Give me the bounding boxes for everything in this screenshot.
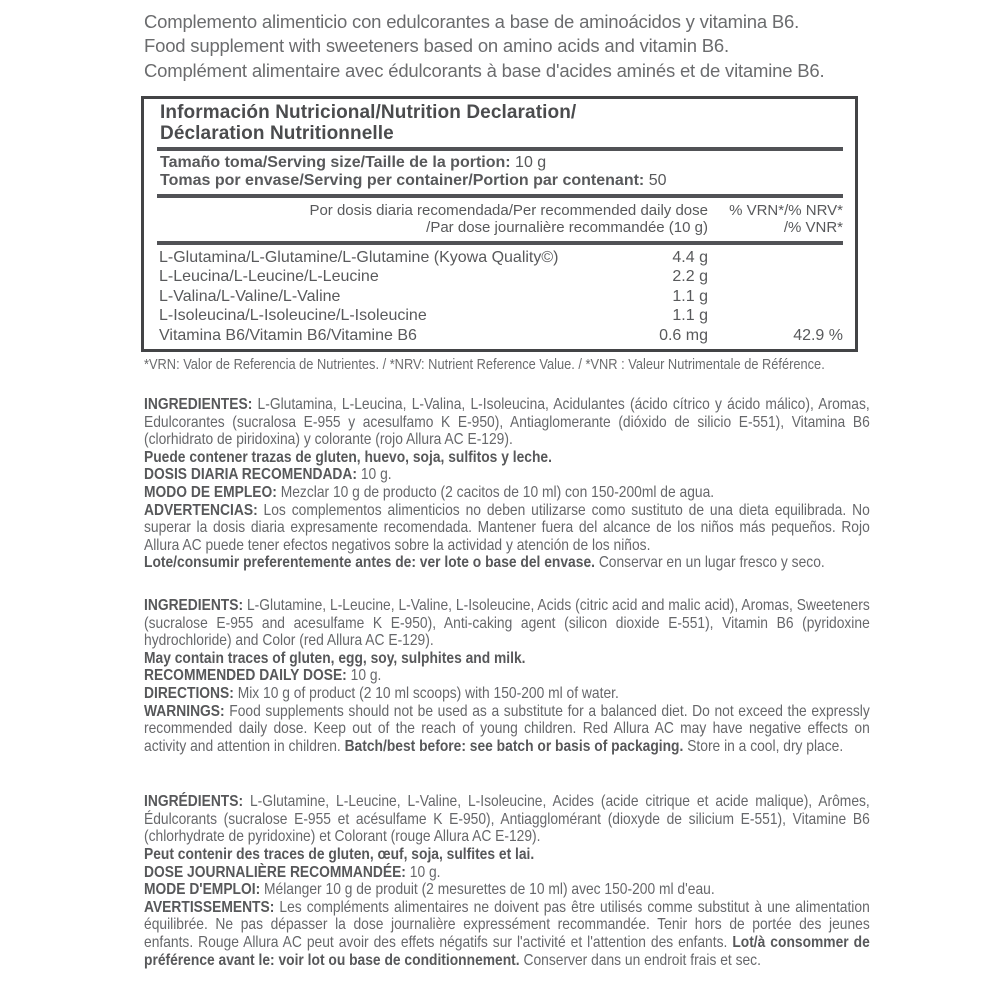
- column-header-daily-dose: Por dosis diaria recomendada/Per recommended daily dose /Par dose journalière recommandée (10 g): [309, 202, 708, 236]
- ingredients-paragraph: INGREDIENTS: L-Glutamine, L-Leucine, L-Valine, L-Isoleucine, Acids (citric acid and malic acid), Aromas, Sweeteners (sucralose E-955 and acesulfame K E-950), Anti-caking agent (silicon dioxide E-551), Vitamin B6 (pyridoxine hydrochloride) and Color (red Allura AC E-129).: [144, 596, 870, 650]
- nutrition-table-title-line2: Déclaration Nutritionnelle: [160, 122, 394, 144]
- warnings-label: AVERTISSEMENTS:: [144, 898, 275, 916]
- serving-size-label: Tamaño toma/Serving size/Taille de la portion:: [160, 154, 511, 171]
- servings-per-container-label: Tomas por envase/Serving per container/Portion par contenant:: [160, 172, 645, 189]
- recommended-dose-statement: DOSIS DIARIA RECOMENDADA: 10 g.: [144, 466, 392, 484]
- nutrient-nrv: [708, 287, 843, 306]
- nutrition-table-title: [157, 102, 843, 147]
- ingredients-label: INGRÉDIENTS:: [144, 793, 244, 811]
- directions-statement: DIRECTIONS: Mix 10 g of product (2 10 ml scoops) with 150-200 ml of water.: [144, 684, 619, 702]
- warnings-statement: ADVERTENCIAS: Los complementos alimenticios no deben utilizarse como sustituto de una dieta equilibrada. No superar la dosis diaria expresamente recomendada. Mantener fuera del alcance de los niños más pequeños. Rojo Allura AC puede tener efectos negativos sobre la actividad y atención de los niños.: [144, 501, 870, 554]
- directions-statement: MODO DE EMPLEO: Mezclar 10 g de producto (2 cacitos de 10 ml) con 150-200ml de agua.: [144, 483, 715, 501]
- ingredients-section-es: [144, 396, 870, 572]
- recommended-dose-statement: RECOMMENDED DAILY DOSE: 10 g.: [144, 667, 382, 685]
- directions-label: DIRECTIONS:: [144, 684, 234, 702]
- nutrient-amount: 1.1 g: [672, 307, 708, 325]
- dose-label: DOSIS DIARIA RECOMENDADA:: [144, 466, 358, 484]
- ingredients-label: INGREDIENTS:: [144, 596, 244, 614]
- directions-statement: MODE D'EMPLOI: Mélanger 10 g de produit (2 mesurettes de 10 ml) avec 150-200 ml d'eau.: [144, 881, 715, 899]
- servings-per-container-line: [160, 172, 841, 190]
- nutrient-name: Vitamina B6/Vitamin B6/Vitamine B6: [159, 326, 417, 344]
- nutrient-row-valine: [157, 287, 843, 306]
- warnings-statement: WARNINGS: Food supplements should not be used as a substitute for a balanced diet. Do not exceed the expressly recommended daily dose. Keep out of the reach of young children. Red Allura AC may have negative effects on activity and attention in children. Batch/best before: see batch or basis of packaging. Store in a cool, dry place.: [144, 702, 870, 755]
- nutrient-nrv: [708, 248, 843, 267]
- servings-per-container-value: 50: [648, 172, 667, 189]
- dose-label: DOSE JOURNALIÈRE RECOMMANDÉE:: [144, 863, 406, 881]
- warnings-label: WARNINGS:: [144, 702, 225, 720]
- nutrient-nrv: 42.9 %: [793, 326, 843, 344]
- batch-statement: Lote/consumir preferentemente antes de: ver lote o base del envase. Conservar en un lugar fresco y seco.: [144, 554, 825, 572]
- serving-size-value: 10 g: [515, 154, 547, 171]
- product-description: [144, 10, 824, 83]
- ingredients-section-en: [144, 597, 870, 755]
- nutrient-row-glutamine: [157, 248, 843, 267]
- nutrient-amount: 0.6 mg: [659, 326, 708, 344]
- label-text-sections: [144, 396, 870, 969]
- batch-label: Lot/à consommer de préférence avant le: voir lot ou base de conditionnement.: [144, 934, 870, 969]
- ingredients-paragraph: INGREDIENTES: L-Glutamina, L-Leucina, L-Valina, L-Isoleucina, Acidulantes (ácido cítrico y ácido málico), Aromas, Edulcorantes (sucralosa E-955 y acesulfamo K E-950), Antiaglomerante (dióxido de silicio E-551), Vitamina B6 (clorhidrato de piridoxina) y colorante (rojo Allura AC E-129).: [144, 396, 870, 449]
- vrn-nrv-footnote: *VRN: Valor de Referencia de Nutrientes. / *NRV: Nutrient Reference Value. / *VNR : Valeur Nutrimentale de Référence.: [144, 356, 825, 373]
- nutrient-name: L-Leucina/L-Leucine/L-Leucine: [159, 268, 379, 286]
- recommended-dose-statement: DOSE JOURNALIÈRE RECOMMANDÉE: 10 g.: [144, 863, 441, 881]
- nutrient-name: L-Valina/L-Valine/L-Valine: [159, 287, 341, 305]
- serving-info: [157, 151, 843, 194]
- ingredients-label: INGREDIENTES:: [144, 396, 253, 413]
- product-description-es: Complemento alimenticio con edulcorantes a base de aminoácidos y vitamina B6.: [144, 11, 800, 32]
- nutrient-nrv: [708, 306, 843, 325]
- nutrient-amount: 4.4 g: [672, 249, 708, 266]
- nutrient-rows: [157, 245, 843, 349]
- traces-statement: Puede contener trazas de gluten, huevo, soja, sulfitos y leche.: [144, 448, 552, 466]
- nutrient-row-leucine: [157, 267, 843, 286]
- ingredients-paragraph: INGRÉDIENTS: L-Glutamine, L-Leucine, L-Valine, L-Isoleucine, Acides (acide citrique et acide malique), Arômes, Édulcorants (sucralose E-955 et acésulfame K E-950), Antiagglomérant (dioxyde de silicium E-551), Vitamine B6 (chlorhydrate de pyridoxine) et Colorant (rouge Allura AC E-129).: [144, 793, 870, 846]
- nutrient-name: L-Isoleucina/L-Isoleucine/L-Isoleucine: [159, 307, 427, 325]
- nutrition-table-title-line1: Información Nutricional/Nutrition Declaration/: [160, 102, 577, 123]
- serving-size-line: [160, 154, 841, 172]
- nutrient-row-isoleucine: [157, 306, 843, 325]
- batch-label: Lote/consumir preferentemente antes de: ver lote o base del envase.: [144, 554, 595, 572]
- nutrition-facts-table: [141, 96, 858, 352]
- column-header-nrv: % VRN*/% NRV* /% VNR*: [729, 202, 843, 236]
- nutrient-name: L-Glutamina/L-Glutamine/L-Glutamine (Kyowa Quality©): [159, 249, 559, 266]
- nutrient-nrv: [708, 267, 843, 286]
- ingredients-section-fr: [144, 793, 870, 969]
- nutrient-row-vitamin-b6: [157, 326, 843, 345]
- nutrient-amount: 2.2 g: [672, 268, 708, 286]
- nutrient-amount: 1.1 g: [672, 287, 708, 305]
- warnings-statement: AVERTISSEMENTS: Les compléments alimentaires ne doivent pas être utilisés comme substitut à une alimentation équilibrée. Ne pas dépasser la dose journalière expressément recommandée. Tenir hors de portée des jeunes enfants. Rouge Allura AC peut avoir des effets négatifs sur l'activité et l'attention des enfants. Lot/à consommer de préférence avant le: voir lot ou base de conditionnement. Conserver dans un endroit frais et sec.: [144, 898, 870, 969]
- table-column-headers: [157, 198, 843, 241]
- traces-statement: Peut contenir des traces de gluten, œuf, soja, sulfites et lai.: [144, 846, 535, 864]
- directions-label: MODE D'EMPLOI:: [144, 881, 261, 899]
- warnings-label: ADVERTENCIAS:: [144, 501, 258, 519]
- product-description-fr: Complément alimentaire avec édulcorants à base d'acides aminés et de vitamine B6.: [144, 59, 825, 81]
- product-description-en: Food supplement with sweeteners based on amino acids and vitamin B6.: [144, 35, 729, 57]
- traces-statement: May contain traces of gluten, egg, soy, sulphites and milk.: [144, 649, 526, 667]
- batch-label: Batch/best before: see batch or basis of packaging.: [344, 737, 684, 755]
- directions-label: MODO DE EMPLEO:: [144, 483, 277, 501]
- dose-label: RECOMMENDED DAILY DOSE:: [144, 667, 347, 685]
